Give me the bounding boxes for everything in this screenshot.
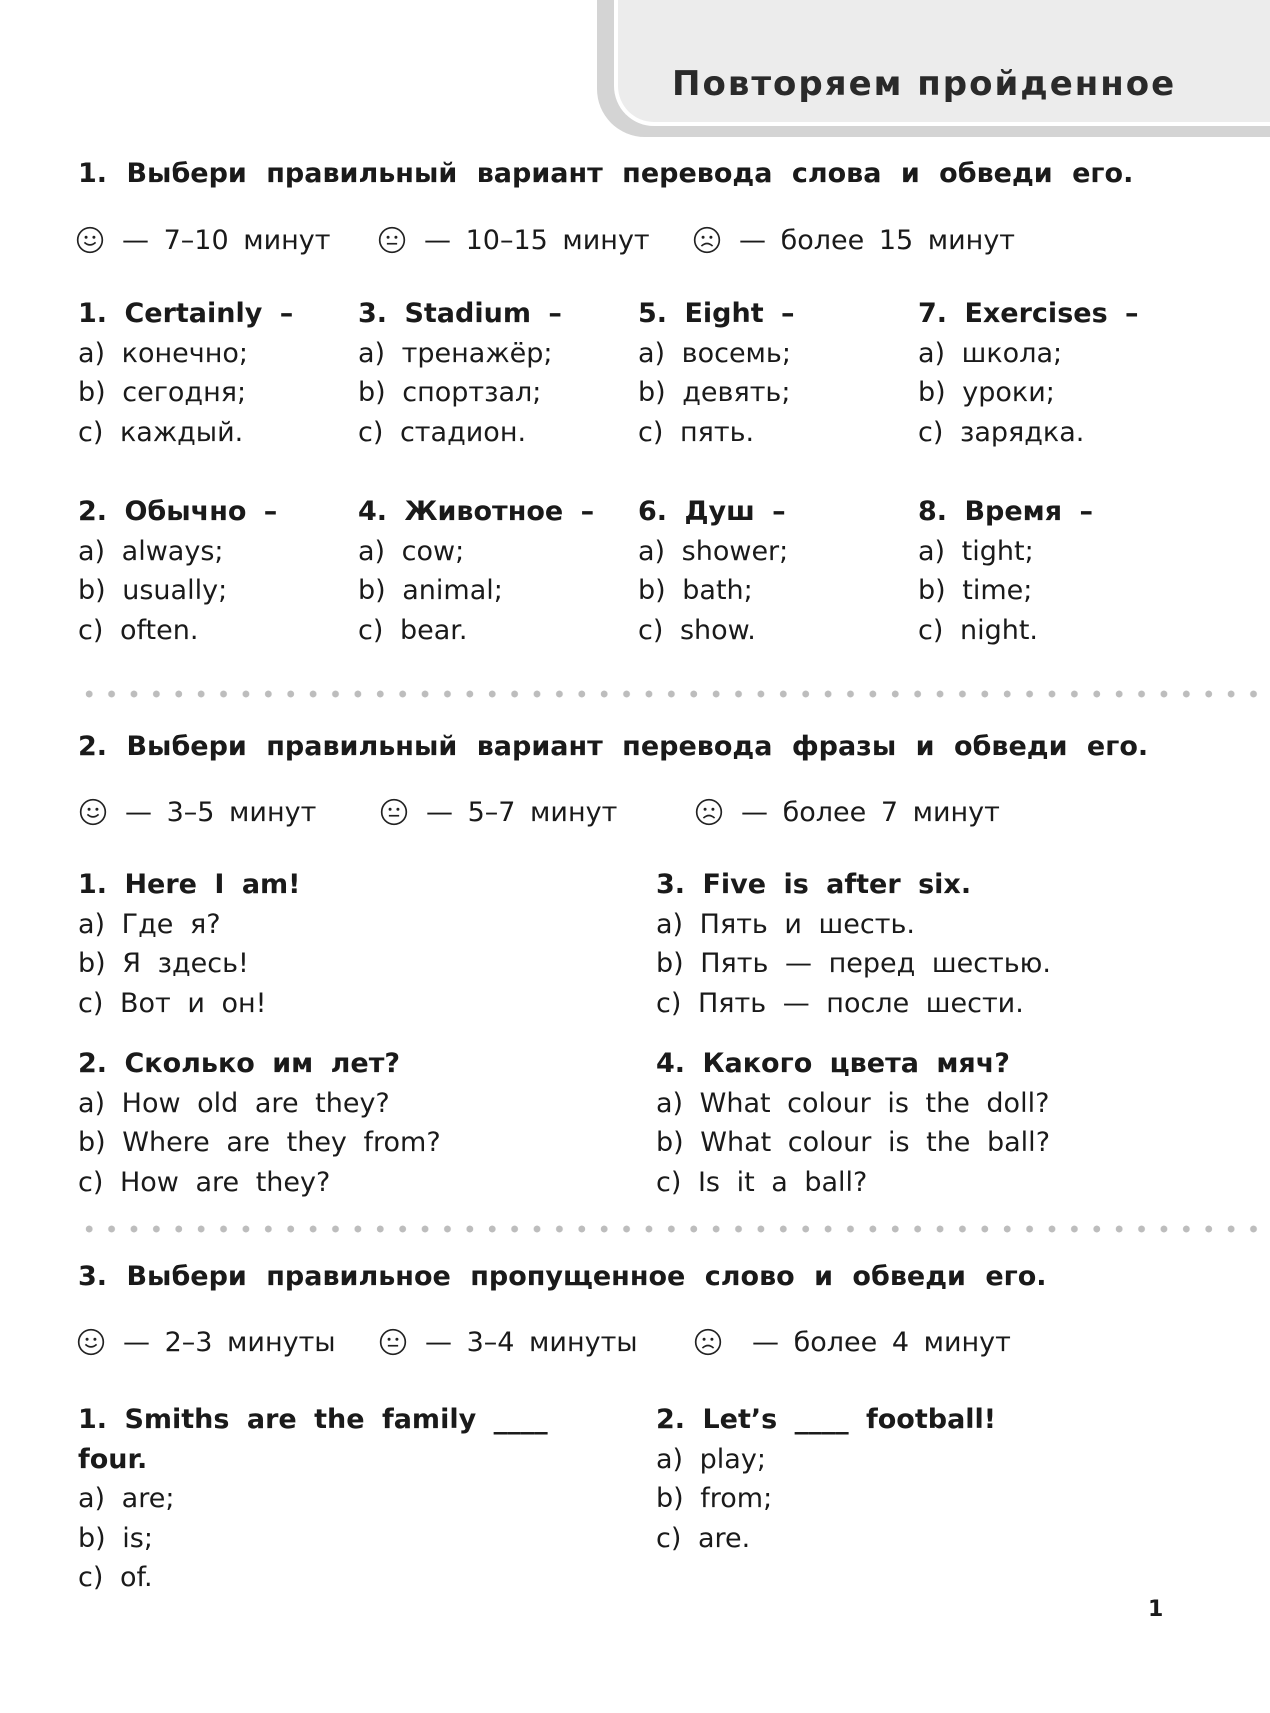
question-head: 3. Five is after six. <box>656 869 972 900</box>
question-head: 8. Время – <box>918 496 1093 527</box>
time-bad <box>694 1327 1011 1358</box>
question-head: 2. Сколько им лет? <box>78 1048 401 1079</box>
dotted-divider <box>78 1225 1270 1233</box>
option-a[interactable]: a) восемь; <box>638 337 791 369</box>
dotted-divider <box>78 690 1270 698</box>
option-c[interactable]: c) of. <box>78 1562 153 1593</box>
option-c[interactable]: c) Is it a ball? <box>656 1166 868 1198</box>
question-block <box>78 865 301 1023</box>
task-3-time-row <box>0 1322 1270 1362</box>
option-b[interactable]: b) сегодня; <box>78 377 247 408</box>
time-good <box>77 1327 336 1358</box>
option-b[interactable]: b) Where are they from? <box>78 1127 441 1158</box>
header-tab-inner <box>614 0 1270 126</box>
option-a[interactable]: a) are; <box>78 1483 175 1514</box>
question-head: 2. Обычно – <box>78 496 278 527</box>
question-block <box>656 865 1051 1023</box>
question-head: 1. Here I am! <box>78 869 301 900</box>
question-block <box>358 492 594 650</box>
page-number: 1 <box>1148 1597 1164 1622</box>
time-ok <box>380 797 617 828</box>
time-ok-label: — 5–7 минут <box>426 796 618 828</box>
option-a[interactable]: a) Где я? <box>78 908 221 940</box>
time-ok-label: — 10–15 минут <box>424 224 650 256</box>
question-head: 1. Smiths are the family ____ <box>78 1404 548 1435</box>
question-head: 5. Eight – <box>638 298 795 329</box>
question-head: 4. Животное – <box>358 496 595 527</box>
question-block <box>638 492 788 650</box>
option-b[interactable]: b) from; <box>656 1483 773 1514</box>
option-c[interactable]: c) often. <box>78 614 199 646</box>
option-c[interactable]: c) стадион. <box>358 416 527 448</box>
time-bad-label: — более 15 минут <box>739 224 1016 256</box>
question-head: 1. Certainly – <box>78 298 294 329</box>
question-block <box>78 1400 548 1598</box>
time-good <box>76 225 330 256</box>
question-block <box>78 1044 441 1202</box>
smiling-face-icon <box>76 226 104 254</box>
option-b[interactable]: b) usually; <box>78 575 228 606</box>
option-b[interactable]: b) What colour is the ball? <box>656 1127 1051 1158</box>
task-2-time-row <box>0 792 1270 832</box>
option-b[interactable]: b) bath; <box>638 575 753 606</box>
option-b[interactable]: b) спортзал; <box>358 377 542 408</box>
time-bad-label: — более 4 минут <box>752 1326 1011 1358</box>
time-ok-label: — 3–4 минуты <box>425 1326 638 1358</box>
question-block <box>78 492 277 650</box>
page-title: Повторяем пройденное <box>672 64 1177 104</box>
option-a[interactable]: a) shower; <box>638 535 789 567</box>
option-b[interactable]: b) is; <box>78 1522 153 1554</box>
sad-face-icon <box>693 226 721 254</box>
time-ok <box>378 225 650 256</box>
option-a[interactable]: a) play; <box>656 1443 766 1475</box>
option-c[interactable]: c) are. <box>656 1522 751 1554</box>
neutral-face-icon <box>380 798 408 826</box>
question-block <box>638 294 795 452</box>
option-a[interactable]: a) тренажёр; <box>358 337 553 369</box>
question-block <box>918 492 1093 650</box>
question-head: 6. Душ – <box>638 496 786 527</box>
question-block <box>358 294 562 452</box>
option-a[interactable]: a) How old are they? <box>78 1087 390 1119</box>
question-block <box>656 1400 996 1558</box>
question-head: 2. Let’s ____ football! <box>656 1404 997 1435</box>
question-head-continued: four. <box>78 1443 148 1475</box>
time-good-label: — 3–5 минут <box>125 796 317 828</box>
question-head: 7. Exercises – <box>918 298 1139 329</box>
sad-face-icon <box>694 1328 722 1356</box>
time-ok <box>379 1327 638 1358</box>
time-bad <box>695 797 1000 828</box>
option-a[interactable]: a) tight; <box>918 535 1034 567</box>
time-good <box>79 797 316 828</box>
task-1-time-row <box>0 220 1270 260</box>
option-b[interactable]: b) animal; <box>358 575 503 606</box>
option-c[interactable]: c) Вот и он! <box>78 987 267 1019</box>
option-c[interactable]: c) How are they? <box>78 1166 331 1198</box>
option-a[interactable]: a) always; <box>78 535 224 567</box>
option-a[interactable]: a) Пять и шесть. <box>656 908 915 940</box>
question-head: 4. Какого цвета мяч? <box>656 1048 1010 1079</box>
option-a[interactable]: a) cow; <box>358 535 465 567</box>
time-good-label: — 2–3 минуты <box>123 1326 336 1358</box>
option-c[interactable]: c) show. <box>638 614 756 646</box>
question-block <box>656 1044 1050 1202</box>
smiling-face-icon <box>77 1328 105 1356</box>
time-good-label: — 7–10 минут <box>122 224 331 256</box>
option-a[interactable]: a) школа; <box>918 337 1063 369</box>
option-c[interactable]: c) пять. <box>638 416 755 448</box>
time-bad-label: — более 7 минут <box>741 796 1000 828</box>
question-block <box>918 294 1139 452</box>
option-b[interactable]: b) Я здесь! <box>78 948 249 979</box>
option-b[interactable]: b) девять; <box>638 377 791 408</box>
task-2-title: 2. Выбери правильный вариант перевода фразы и обведи его. <box>78 731 1149 762</box>
question-head: 3. Stadium – <box>358 298 562 329</box>
option-c[interactable]: c) каждый. <box>78 416 244 448</box>
option-b[interactable]: b) Пять — перед шестью. <box>656 948 1051 979</box>
neutral-face-icon <box>379 1328 407 1356</box>
option-b[interactable]: b) уроки; <box>918 377 1055 408</box>
task-1-title: 1. Выбери правильный вариант перевода слова и обведи его. <box>78 158 1134 189</box>
task-3-title: 3. Выбери правильное пропущенное слово и обведи его. <box>78 1261 1047 1292</box>
option-b[interactable]: b) time; <box>918 575 1033 606</box>
time-bad <box>693 225 1015 256</box>
option-a[interactable]: a) конечно; <box>78 337 248 369</box>
smiling-face-icon <box>79 798 107 826</box>
neutral-face-icon <box>378 226 406 254</box>
option-a[interactable]: a) What colour is the doll? <box>656 1087 1050 1119</box>
option-c[interactable]: c) Пять — после шести. <box>656 987 1024 1019</box>
option-c[interactable]: c) night. <box>918 614 1038 646</box>
option-c[interactable]: c) зарядка. <box>918 416 1085 448</box>
question-block <box>78 294 293 452</box>
sad-face-icon <box>695 798 723 826</box>
option-c[interactable]: c) bear. <box>358 614 468 646</box>
